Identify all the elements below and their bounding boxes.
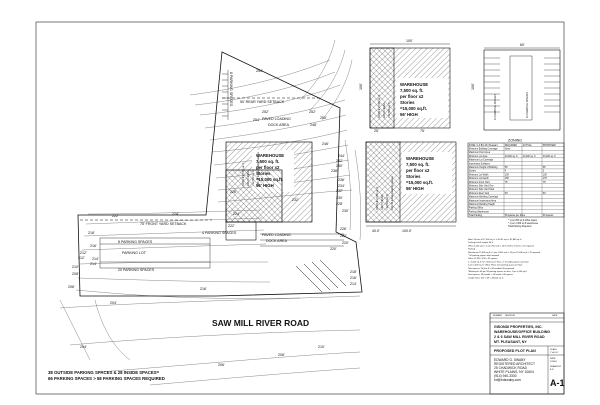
svg-text:per floor x2: per floor x2 <box>400 94 424 99</box>
svg-text:100': 100' <box>471 83 475 90</box>
zoning-cell: Minimum Front Yard <box>468 181 490 184</box>
zoning-cell: Impervious Surfaces <box>468 163 490 166</box>
warehouse-line: =15,000 sq.ft. <box>256 177 284 182</box>
office-line: =12,500 sq. ft. <box>252 169 255 186</box>
parking-4-label: 4 PARKING SPACES <box>202 231 237 235</box>
svg-text:228': 228' <box>336 202 343 206</box>
property-boundary <box>78 52 362 296</box>
warehouse-line: 56' HIGH <box>256 183 274 188</box>
paved-loading-top-2: DOCK AREA <box>268 123 289 127</box>
svg-text:232': 232' <box>292 198 299 202</box>
paved-loading-top-1: PAVED LOADING <box>262 117 291 121</box>
note-line: Office 2,500 sq ft = 1 per 250 sq ft = 10 ft 2,500 x 5 levels = 50 required <box>468 245 534 248</box>
svg-text:7,500 sq. ft.: 7,500 sq. ft. <box>406 162 430 167</box>
svg-text:7,500 sq. ft.: 7,500 sq. ft. <box>400 88 424 93</box>
zoning-cell: 50' <box>504 192 508 195</box>
svg-text:212': 212' <box>78 256 85 260</box>
svg-text:=15,000 sq.ft.: =15,000 sq.ft. <box>406 180 434 185</box>
svg-text:ed@edswaby.com: ed@edswaby.com <box>494 378 521 382</box>
svg-text:252': 252' <box>309 110 316 114</box>
svg-text:206': 206' <box>218 363 225 367</box>
svg-text:222': 222' <box>112 214 119 218</box>
note-line: Parking <box>468 248 476 251</box>
zoning-cell: 150' <box>504 178 510 181</box>
parking-lot-label: PARKING LOT <box>122 251 146 255</box>
svg-text:218': 218' <box>88 231 95 235</box>
svg-text:(914) 940-3300: (914) 940-3300 <box>494 374 517 378</box>
svg-text:DATE: DATE <box>552 315 558 317</box>
svg-text:with 5 LEVEL: with 5 LEVEL <box>381 194 384 210</box>
zoning-cell: Minimum Side Yard One <box>468 185 494 188</box>
zoning-cell: Maximum Floor Area <box>468 152 491 155</box>
zoning-cell: 20,000 sq. ft. <box>504 155 519 158</box>
svg-text:WAREHOUSE/OFFICE BUILDING: WAREHOUSE/OFFICE BUILDING <box>494 330 551 334</box>
notes-block <box>468 238 541 279</box>
svg-text:210': 210' <box>318 345 325 349</box>
svg-text:220': 220' <box>330 247 337 251</box>
zoning-cell: 100' <box>504 174 510 177</box>
zoning-cell: Maximum Building Height <box>468 204 495 206</box>
svg-text:208': 208' <box>72 272 79 276</box>
zoning-cell: Minimum Lot Area <box>468 155 488 158</box>
svg-text:REVISION: REVISION <box>505 315 515 317</box>
contour-lines <box>60 40 361 385</box>
detail-parking-layout <box>471 43 560 130</box>
zoning-cell: 43,200 sq. ft. <box>542 155 557 158</box>
zoning-cell: Minimum Lot Depth <box>468 178 489 181</box>
svg-text:Stories: Stories <box>400 100 415 105</box>
road-name: SAW MILL RIVER ROAD <box>212 318 310 328</box>
svg-text:252': 252' <box>262 110 269 114</box>
note-line: Warehouse 15,000 sq ft = 1 per 1,000 sq ft = 15 per 15,000 sq ft = 15 required <box>468 251 540 254</box>
svg-text:40.0': 40.0' <box>372 229 380 233</box>
svg-text:per floor x2: per floor x2 <box>406 168 430 173</box>
svg-text:222': 222' <box>228 224 235 228</box>
svg-text:1"=40'-0": 1"=40'-0" <box>550 352 559 354</box>
warehouse-line: 7,500 sq. ft. <box>256 159 280 164</box>
office-line: with 10 inside parking spaces <box>257 152 260 186</box>
svg-text:210': 210' <box>72 265 79 269</box>
svg-text:100': 100' <box>359 83 363 90</box>
svg-text:100': 100' <box>406 39 413 43</box>
svg-text:208': 208' <box>278 353 285 357</box>
zoning-cell: Parking Office <box>468 207 484 210</box>
zoning-cell: 2 <box>542 170 545 173</box>
svg-text:2 & 6 SAW MILL RIVER ROAD: 2 & 6 SAW MILL RIVER ROAD <box>494 335 545 339</box>
zoning-cell: 4 <box>504 170 507 173</box>
office-line: OFFICE 2,500 sq. ft. <box>242 162 245 186</box>
note-line: Total spaces: 38 outside + 28 inside = 66 spaces <box>468 274 513 277</box>
summary-line-1: 38 OUTSIDE PARKING SPACES & 28 INSIDE SPACES= <box>48 370 160 375</box>
svg-text:=12,500 sq. ft.: =12,500 sq. ft. <box>386 193 389 210</box>
svg-text:216': 216' <box>90 244 97 248</box>
zoning-cell: 58 spaces per Zone <box>504 215 526 218</box>
zoning-cell: Stories <box>468 170 476 173</box>
svg-text:204': 204' <box>80 345 87 349</box>
svg-text:226': 226' <box>230 190 237 194</box>
svg-text:56' HIGH: 56' HIGH <box>406 186 424 191</box>
warehouse-line: Stories <box>256 171 271 176</box>
svg-text:11 PARKING SPACES: 11 PARKING SPACES <box>494 94 497 120</box>
svg-text:OFFICE 2,500 sq. ft.: OFFICE 2,500 sq. ft. <box>376 186 379 210</box>
svg-text:=12,500 sq. ft.: =12,500 sq. ft. <box>388 101 391 118</box>
svg-text:230': 230' <box>342 209 349 213</box>
svg-text:WAREHOUSE: WAREHOUSE <box>400 82 429 87</box>
svg-text:WHITE PLAINS, NY 10604: WHITE PLAINS, NY 10604 <box>494 370 534 374</box>
svg-text:with 10 inside parking spaces: with 10 inside parking spaces <box>391 176 394 210</box>
svg-text:11 PARKING SPACES: 11 PARKING SPACES <box>526 92 529 118</box>
svg-text:232': 232' <box>336 189 343 193</box>
svg-text:NUMBER: NUMBER <box>493 315 503 317</box>
zoning-header: ZONE: C-4 B/L Mt. Pleasant <box>468 144 498 147</box>
svg-text:214': 214' <box>92 257 99 261</box>
zoning-cell: 43,200 sq. ft. <box>522 155 537 158</box>
svg-text:234': 234' <box>338 184 345 188</box>
note-line: * 58 parking spaces total required <box>468 255 499 257</box>
svg-text:254': 254' <box>253 118 260 122</box>
zoning-cell: Minimum Lot Width <box>468 174 489 177</box>
zoning-header: PROPOSED <box>542 144 556 147</box>
zoning-cell: Minimum Building Coverage <box>468 148 498 151</box>
svg-text:EDWARD G. SWABY: EDWARD G. SWABY <box>494 358 526 362</box>
zoning-cell: Maximum Height of Building <box>468 167 498 169</box>
zoning-header: REQUIRED <box>504 144 517 147</box>
sheet-number: A-1 <box>550 378 565 388</box>
zoning-cell: 56' <box>504 167 508 169</box>
svg-text:OFFICE 2,500 sq. ft.: OFFICE 2,500 sq. ft. <box>378 94 381 118</box>
detail-plan-top <box>359 39 450 133</box>
zoning-cell: Parking Warehouse <box>468 211 489 214</box>
svg-text:25 CHADWICK ROAD: 25 CHADWICK ROAD <box>494 366 527 370</box>
zoning-header: ACTUAL <box>522 144 532 147</box>
zoning-cell: Maximum Impervious Area <box>468 200 497 203</box>
svg-text:GISONDI PROPERTIES, INC.: GISONDI PROPERTIES, INC. <box>494 325 543 329</box>
zoning-footnote: Total Parking Required <box>508 226 532 228</box>
note-line: Office 12,500 / 250 = 50 spaces <box>468 258 498 261</box>
rear-setback-label: 50' REAR YARD SETBACK <box>240 100 285 104</box>
svg-text:WAREHOUSE: WAREHOUSE <box>406 156 435 161</box>
svg-text:MT. PLEASANT, NY: MT. PLEASANT, NY <box>494 340 527 344</box>
paved-loading-bottom-2: DOCK AREA <box>266 239 287 243</box>
svg-text:with 5 LEVEL: with 5 LEVEL <box>383 102 386 118</box>
svg-text:216': 216' <box>350 276 357 280</box>
svg-text:230': 230' <box>336 196 343 200</box>
svg-text:SCALE: SCALE <box>550 349 557 351</box>
svg-text:240': 240' <box>336 164 343 168</box>
svg-text:244': 244' <box>338 154 345 158</box>
zoning-title: ZONING <box>508 138 522 143</box>
note-line: 1 per 1,000 sq. ft. Office: Floor 12.5 parking space per floor <box>468 264 523 267</box>
note-line: Total spaces: 50 plus 8 = 58 needed, 66 proposed <box>468 267 515 270</box>
note-line: 1 / 1,000 sq. ft. for 7,500 sq. ft. floor = 7.5 loading spaces per floor <box>468 261 529 264</box>
zoning-table <box>468 139 564 229</box>
svg-text:216': 216' <box>200 287 207 291</box>
summary-line-2: 66 PARKING SPACES > 58 PARKING SPACES REQUIRED <box>48 376 165 381</box>
zoning-cell: 50' <box>542 192 546 195</box>
svg-text:242': 242' <box>336 159 343 163</box>
zoning-footnote: * 1 per 1,000 sq ft warehouse <box>508 223 539 225</box>
note-line: Parking lot full sample 64 ft. <box>468 242 494 245</box>
svg-text:226': 226' <box>340 227 347 231</box>
zoning-cell: 56' <box>542 167 546 169</box>
zoning-cell: Minimum Side Yard Total <box>468 189 495 192</box>
svg-text:224': 224' <box>233 212 240 216</box>
office-line: with 5 LEVEL <box>247 170 250 186</box>
note-line: *Motorcycle: 66 per 58 parking spaces no less, 1 per 1,000 sq ft <box>468 271 527 273</box>
zoning-cell: Maximum Lot Coverage <box>468 159 494 162</box>
parking-20-label: 20 PARKING SPACES <box>118 268 155 272</box>
zoning-cell: Maximum Building Coverage <box>468 196 499 199</box>
svg-text:212': 212' <box>80 251 87 255</box>
zoning-footnote: * 1 per 250 sq ft office space <box>508 220 538 222</box>
note-line: Note: 58 sets of 17,000 sq. ft. x 20-30' sq ft = 62,880 sq. ft. <box>468 239 522 241</box>
svg-text:=15,000 sq.ft.: =15,000 sq.ft. <box>400 106 428 111</box>
svg-text:60': 60' <box>520 43 525 47</box>
zoning-cell: 75' <box>542 181 546 184</box>
svg-text:220': 220' <box>342 241 349 245</box>
warehouse-line: per floor x2 <box>256 165 280 170</box>
parking-8-vertical-label: 8 PARKING SPACES <box>229 72 233 107</box>
svg-text:214': 214' <box>350 282 357 286</box>
svg-text:56' HIGH: 56' HIGH <box>400 112 418 117</box>
svg-text:222': 222' <box>340 234 347 238</box>
svg-text:204': 204' <box>110 301 117 305</box>
svg-text:DATE: DATE <box>550 358 556 360</box>
svg-text:218': 218' <box>350 270 357 274</box>
zoning-cell: 66 spaces <box>542 215 554 218</box>
svg-text:250': 250' <box>320 116 327 120</box>
svg-text:PROPOSED PLOT PLAN: PROPOSED PLOT PLAN <box>494 349 536 353</box>
svg-text:100.0': 100.0' <box>402 229 412 233</box>
svg-text:Stories: Stories <box>406 174 421 179</box>
zoning-cell: 100' <box>542 174 548 177</box>
svg-text:246': 246' <box>322 142 329 146</box>
paved-loading-bottom-1: PAVED LOADING <box>262 233 291 237</box>
front-setback-label: 75' FRONT YARD SETBACK <box>140 222 187 226</box>
zoning-cell: 175' <box>542 178 548 181</box>
driveway <box>296 260 346 292</box>
zoning-cell: None <box>504 148 511 151</box>
svg-text:224': 224' <box>172 212 179 216</box>
note-line: Length 100 x 125' x 38' = 36,000 sq. ft. <box>468 277 504 280</box>
svg-text:254': 254' <box>256 69 263 73</box>
svg-text:DRAWN BY: DRAWN BY <box>550 366 562 368</box>
svg-text:25': 25' <box>374 129 379 133</box>
svg-text:238': 238' <box>331 169 338 173</box>
detail-plan-middle <box>366 142 456 233</box>
svg-text:REGISTERED ARCHITECT: REGISTERED ARCHITECT <box>494 362 536 366</box>
svg-text:75': 75' <box>420 129 425 133</box>
svg-text:236': 236' <box>338 178 345 182</box>
svg-text:E.S.: E.S. <box>550 369 554 371</box>
svg-text:2/24/05: 2/24/05 <box>550 361 557 363</box>
zoning-cell: Minimum Rear Yard <box>468 192 490 195</box>
warehouse-line: WAREHOUSE <box>256 153 285 158</box>
svg-text:248': 248' <box>310 123 317 127</box>
svg-text:206': 206' <box>68 285 75 289</box>
title-block <box>490 313 565 394</box>
zoning-cell: Total Parking <box>468 215 483 218</box>
zoning-cell: 75' <box>504 181 508 184</box>
parking-8-label: 8 PARKING SPACES <box>118 240 153 244</box>
svg-text:214': 214' <box>90 262 97 266</box>
